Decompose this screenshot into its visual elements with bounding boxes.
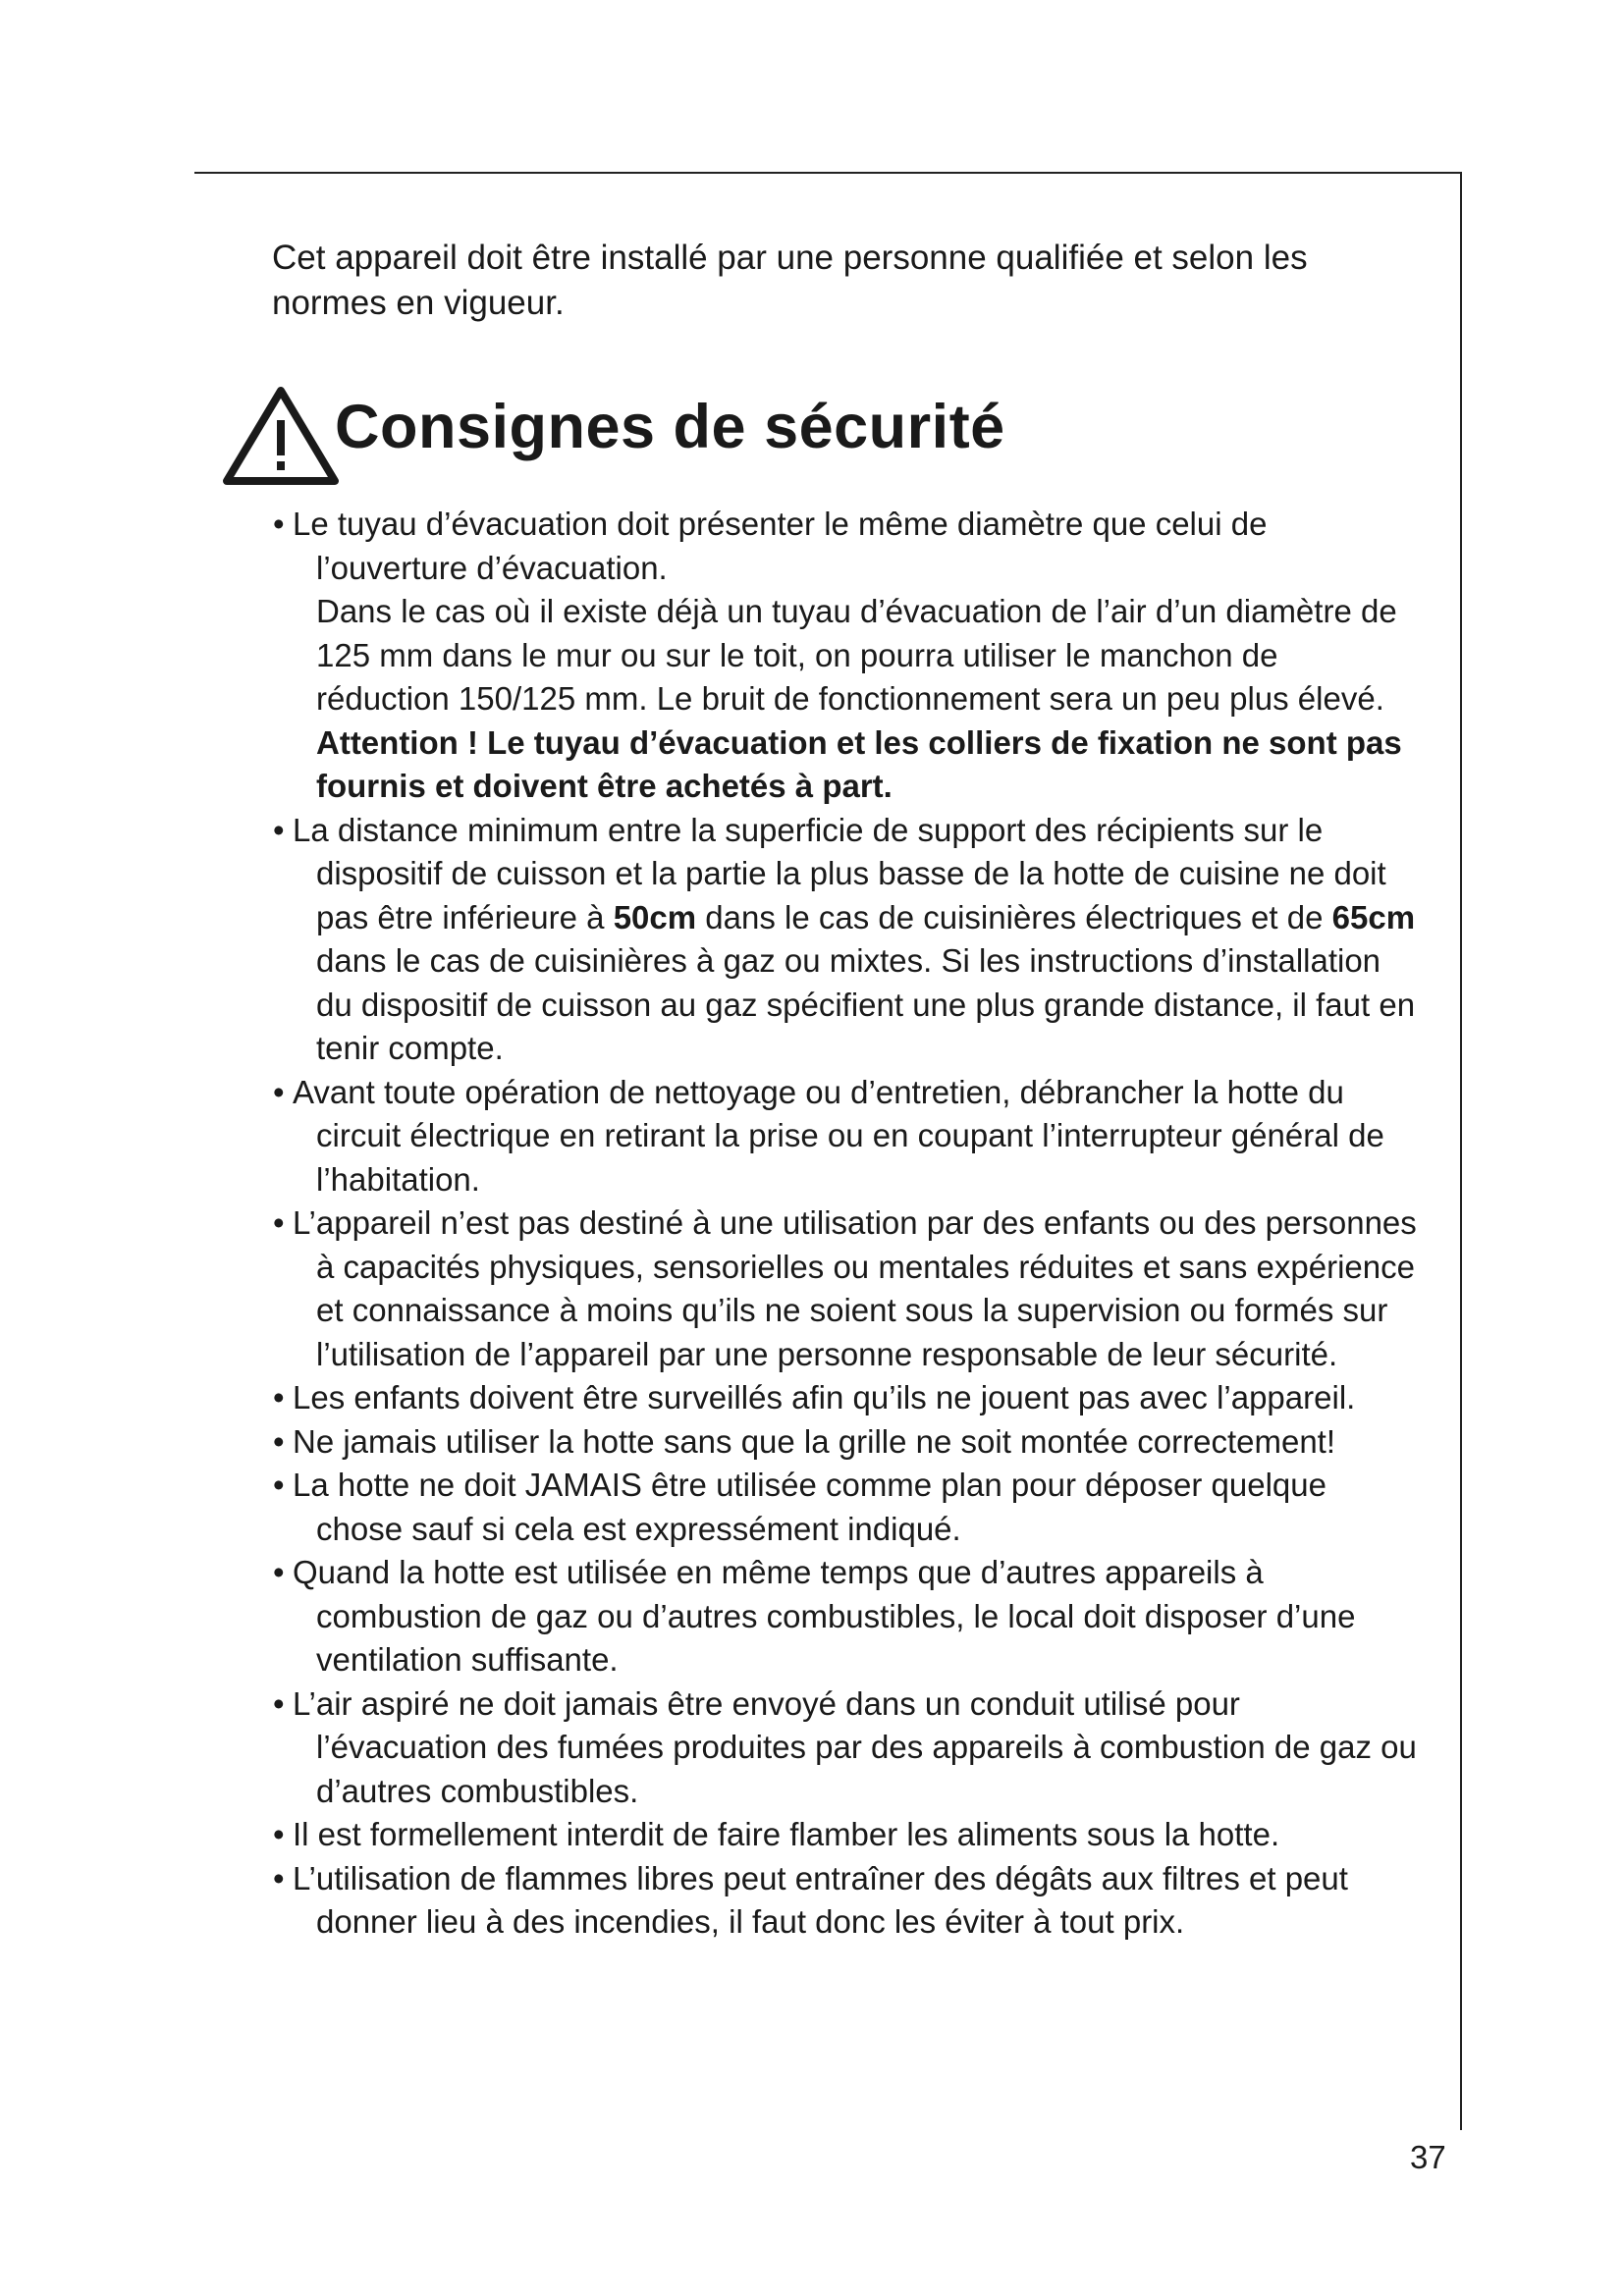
- item-text: Avant toute opération de nettoyage ou d’entretien, débrancher la hotte du circuit électrique en retirant la prise ou en coupant l’interrupteur général de l’habitation.: [293, 1073, 1384, 1198]
- item-text: Il est formellement interdit de faire flamber les aliments sous la hotte.: [293, 1816, 1280, 1852]
- item-text: L’utilisation de flammes libres peut entraîner des dégâts aux filtres et peut donner lieu à des incendies, il faut donc les éviter à tout prix.: [293, 1859, 1348, 1940]
- intro-text: Cet appareil doit être installé par une personne qualifiée et selon les normes en vigueur.: [272, 239, 1308, 322]
- page-number: 37: [1410, 2139, 1446, 2175]
- item-text: dans le cas de cuisinières à gaz ou mixtes. Si les instructions d’installation du dispositif de cuisson au gaz spécifient une plus grande distance, il faut en tenir compte.: [316, 942, 1416, 1066]
- item-text: L’appareil n’est pas destiné à une utilisation par des enfants ou des personnes à capacités physiques, sensorielles ou mentales réduites et sans expérience et connaissance à moins qu’ils ne soient sous la supervision ou formés sur l’utilisation de l’appareil par une personne responsable de leur sécurité.: [293, 1204, 1417, 1372]
- list-item: [271, 1376, 1420, 1420]
- list-item: [271, 809, 1420, 1071]
- top-rule: [194, 172, 1461, 174]
- list-item: [271, 1420, 1420, 1465]
- list-item: [271, 1682, 1420, 1814]
- list-item: [271, 1857, 1420, 1945]
- list-item: [271, 503, 1420, 809]
- distance-gas: 65cm: [1331, 898, 1416, 935]
- item-text: Le tuyau d’évacuation doit présenter le même diamètre que celui de l’ouverture d’évacuation.: [293, 506, 1268, 586]
- list-item: [271, 1464, 1420, 1551]
- item-text: L’air aspiré ne doit jamais être envoyé dans un conduit utilisé pour l’évacuation des fumées produites par des appareils à combustion de gaz ou d’autres combustibles.: [293, 1684, 1417, 1809]
- right-rule: [1460, 172, 1462, 2130]
- item-text: La hotte ne doit JAMAIS être utilisée comme plan pour déposer quelque chose sauf si cela est expressément indiqué.: [293, 1467, 1326, 1547]
- list-item: [271, 1071, 1420, 1202]
- item-extra-text: Dans le cas où il existe déjà un tuyau d’évacuation de l’air d’un diamètre de 125 mm dans le mur ou sur le toit, on pourra utiliser le manchon de réduction 150/125 mm. Le bruit de fonctionnement sera un peu plus élevé.: [316, 593, 1397, 717]
- warning-triangle-icon: [221, 383, 341, 491]
- list-item: [271, 1813, 1420, 1857]
- item-text: dans le cas de cuisinières électriques et de: [705, 898, 1324, 935]
- distance-electric: 50cm: [613, 898, 697, 935]
- page-title: Consignes de sécurité: [335, 393, 1005, 461]
- item-text: La distance minimum entre la superficie de support des récipients sur le dispositif de cuisson et la partie la plus basse de la hotte de cuisine ne doit pas être inférieure à: [293, 811, 1386, 935]
- safety-list: [271, 503, 1420, 1945]
- item-text: Ne jamais utiliser la hotte sans que la grille ne soit montée correctement!: [293, 1422, 1336, 1460]
- section-heading: [221, 383, 1005, 491]
- list-item: [271, 1201, 1420, 1376]
- warning-text: Attention ! Le tuyau d’évacuation et les colliers de fixation ne sont pas fournis et doivent être achetés à part.: [316, 723, 1402, 804]
- list-item: [271, 1551, 1420, 1682]
- item-text: Quand la hotte est utilisée en même temps que d’autres appareils à combustion de gaz ou d’autres combustibles, le local doit disposer d’une ventilation suffisante.: [293, 1554, 1356, 1678]
- item-text: Les enfants doivent être surveillés afin qu’ils ne jouent pas avec l’appareil.: [293, 1379, 1356, 1415]
